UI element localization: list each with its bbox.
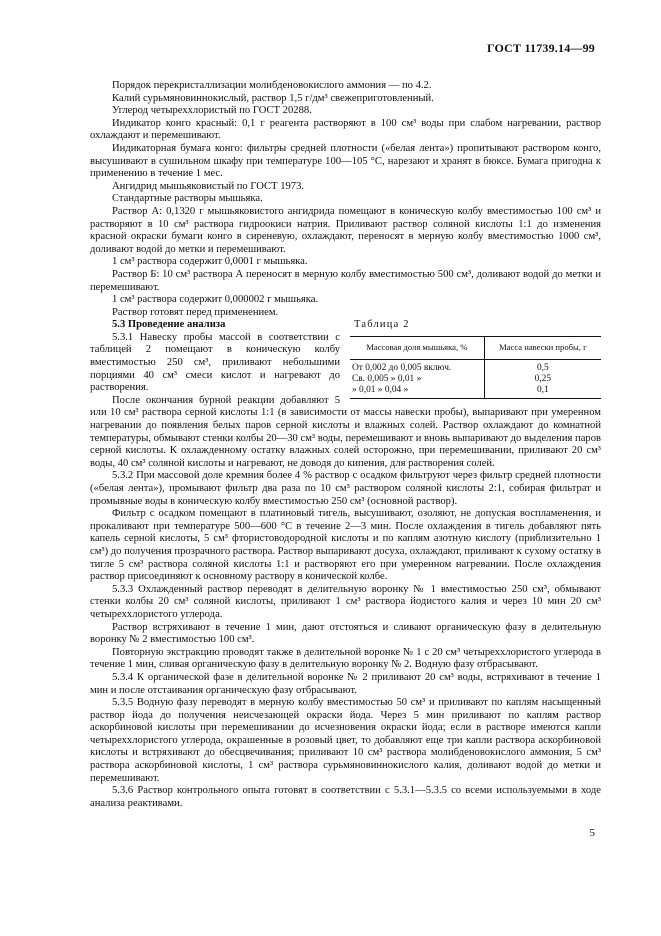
table-cell-mass: 0,5 <box>484 359 601 374</box>
paragraph: 5.3.2 При массовой доле кремния более 4 % раствор с осадком фильтруют через фильтр средней плотности («белая лента»), промывают фильтр два раза по 10 см³ раствором соляной кислоты 2:1, собирая фильтрат и промывные воды в коническую колбу вместимостью 250 см³ (основной раствор). <box>90 470 601 507</box>
paragraph: Повторную экстракцию проводят также в делительной воронке № 1 с 20 см³ четыреххлористого углерода в течение 1 мин, сливая органическую фазу в делительную воронку № 2. Водную фазу отбрасывают. <box>90 646 601 671</box>
table-row <box>350 374 601 385</box>
table-row <box>350 359 601 374</box>
paragraph: Раствор Б: 10 см³ раствора А переносят в мерную колбу вместимостью 500 см³, доливают водой до метки и перемешивают. <box>90 268 601 293</box>
table-cell-range: От 0,002 до 0,005 включ. <box>352 362 452 373</box>
table-cell-mass: 0,25 <box>484 374 601 385</box>
table-header-cell: Массовая доля мышьяка, % <box>350 336 484 359</box>
table-row <box>350 385 601 399</box>
paragraph: 1 см³ раствора содержит 0,0001 г мышьяка. <box>112 256 308 268</box>
paragraph: 5.3.5 Водную фазу переводят в мерную колбу вместимостью 50 см³ и приливают по каплям насыщенный раствор йода до получения неисчезающей окраски йода. Через 5 мин приливают по каплям раствор аскорбиновой кислоты при перемешивании до исчезновения окраски йода; если в растворе имеются капли четыреххлористого углерода, окрашенные в розовый цвет, то добавляют еще три капли раствора аскорбиновой кислоты и встряхивают до обесцвечивания; приливают 10 см³ раствора молибденовокислого аммония, 5 см³ раствора аскорбиновой кислоты, 1 см³ раствора сурьмяновиннокислого калия, доливают водой до метки и перемешивают. <box>90 697 601 784</box>
section-5-3 <box>90 319 601 470</box>
paragraph: Индикаторная бумага конго: фильтры средней плотности («белая лента») пропитывают раствором конго, высушивают в сушильном шкафу при температуре 100—105 °С, нарезают и хранят в бюксе. Бумага пригодна к применению в течение 1 мес. <box>90 142 601 180</box>
table-cell-range: Св. 0,005 » 0,01 » <box>352 373 422 384</box>
paragraph: 5.3.1 Навеску пробы массой в соответствии с таблицей 2 помещают в коническую колбу вместимостью 250 см³, приливают небольшими порциями 40 см³ смеси кислот и нагревают до растворения. <box>90 331 340 394</box>
bottom-paragraphs <box>90 470 601 810</box>
table-2 <box>350 319 601 399</box>
paragraph: Раствор А: 0,1320 г мышьяковистого ангидрида помещают в коническую колбу вместимостью 100 см³ и растворяют в 10 см³ раствора гидроокиси натрия. Приливают раствор соляной кислоты 1:1 до изменения красной окраски бумаги конго в сиреневую, охлаждают, переносят в мерную колбу вместимостью 1000 см³, доливают водой до метки и перемешивают. <box>90 205 601 255</box>
paragraph: После окончания бурной реакции добавляют 5 или 10 см³ раствора серной кислоты 1:1 (в зависимости от массы навески пробы), выпаривают при умеренном нагревании до появления белых паров серной кислоты и влажных солей. Раствор охлаждают до комнатной температуры, обмывают стенки колбы 20—30 см³ воды, перемешивают и вновь выпаривают до выделения паров серной кислоты. К охлажденному остатку влажных солей осторожно, при перемешивании, приливают 20 см³ воды, 40 см³ соляной кислоты и нагревают, не доводя до кипения, для растворения солей. <box>90 394 601 469</box>
paragraph: Стандартные растворы мышьяка. <box>112 193 263 205</box>
top-paragraphs <box>90 80 601 319</box>
paragraph: 5.3.3 Охлажденный раствор переводят в делительную воронку № 1 вместимостью 250 см³, обмывают стенки колбы 20 см³ соляной кислоты, приливают 1 см³ раствора йодистого калия и через 10 мин 20 см³ четыреххлористого углерода. <box>90 583 601 620</box>
table-header-cell: Масса навески пробы, г <box>484 336 601 359</box>
section-number: 5.3 <box>112 319 126 331</box>
table-cell-range: » 0,01 » 0,04 » <box>350 385 484 399</box>
paragraph: Раствор встряхивают в течение 1 мин, дают отстояться и сливают органическую фазу в делительную воронку № 2 вместимостью 100 см³. <box>90 621 601 646</box>
paragraph: Ангидрид мышьяковистый по ГОСТ 1973. <box>112 180 305 192</box>
document-body <box>90 80 601 810</box>
paragraph: 5.3.4 К органической фазе в делительной воронке № 2 приливают 20 см³ воды, встряхивают в течение 1 мин и после отстаивания органическую фазу отбрасывают. <box>90 671 601 696</box>
paragraph: Индикатор конго красный: 0,1 г реагента растворяют в 100 см³ воды при слабом нагревании, раствор охлаждают и перемешивают. <box>90 117 601 142</box>
paragraph: 5.3.6 Раствор контрольного опыта готовят в соответствии с 5.3.1—5.3.5 со всеми используемыми в ходе анализа реактивами. <box>90 785 601 809</box>
paragraph: 1 см³ раствора содержит 0,000002 г мышьяка. <box>112 294 319 306</box>
table-2-grid <box>350 336 601 399</box>
paragraph: Порядок перекристаллизации молибденовокислого аммония — по 4.2. <box>112 80 432 91</box>
paragraph: Раствор готовят перед применением. <box>112 306 279 318</box>
table-caption: Таблица 2 <box>354 319 410 331</box>
document-header: ГОСТ 11739.14—99 <box>486 41 595 55</box>
page-number: 5 <box>589 827 595 839</box>
section-title: Проведение анализа <box>127 319 226 331</box>
paragraph: Углерод четыреххлористый по ГОСТ 20288. <box>112 105 312 117</box>
paragraph: Калий сурьмяновиннокислый, раствор 1,5 г/дм³ свежеприготовленный. <box>112 92 434 104</box>
paragraph: Фильтр с осадком помещают в платиновый тигель, высушивают, озоляют, не допуская воспламенения, и прокаливают при температуре 500—600 °С в течение 2—3 мин. После охлаждения в тигель добавляют пять капель серной кислоты, 5 см³ фтористоводородной кислоты и по каплям азотную кислоту (приблизительно 1 см³) до получения прозрачного раствора. Раствор выпаривают досуха, охлаждают, приливают к сухому остатку в тигле 5 см³ раствора соляной кислоты 1:1 и растворяют его при умеренном нагревании. После охлаждения раствор присоединяют к основному раствору в конической колбе. <box>90 508 601 583</box>
table-cell-mass: 0,1 <box>484 385 601 399</box>
